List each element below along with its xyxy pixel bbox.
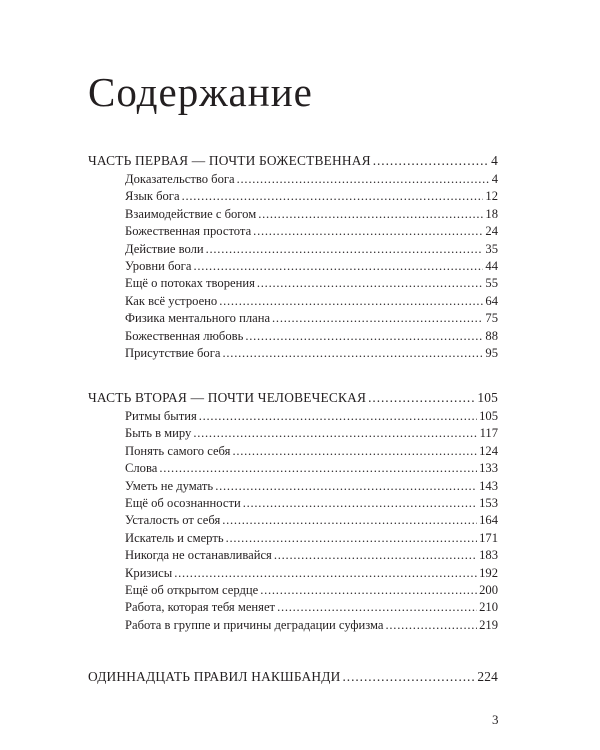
toc-entry-title: Ещё о потоках творения — [125, 276, 255, 291]
dot-leader — [373, 151, 489, 171]
toc-entry-page: 105 — [477, 390, 498, 405]
toc-entry-title: Искатель и смерть — [125, 530, 224, 545]
dot-leader — [257, 275, 484, 292]
toc-entry-title: Уровни бога — [125, 258, 192, 273]
toc-chapter-entry[interactable] — [88, 241, 498, 258]
page-number: 3 — [492, 712, 499, 727]
toc-entry-title: Слова — [125, 461, 158, 476]
toc-chapter-entry[interactable] — [88, 547, 498, 564]
toc-entry-title: Физика ментального плана — [125, 311, 271, 326]
dot-leader — [193, 425, 477, 442]
toc-entry-page: 124 — [479, 443, 498, 458]
toc-part-heading[interactable] — [88, 667, 498, 687]
dot-leader — [243, 495, 477, 512]
toc-entry-title: Доказательство бога — [125, 172, 235, 186]
toc-entry-page: 88 — [485, 328, 498, 343]
dot-leader — [274, 547, 477, 564]
toc-chapter-entry[interactable] — [88, 425, 498, 442]
toc-entry-title: Ещё об осознанности — [125, 495, 241, 510]
dot-leader — [342, 667, 475, 687]
toc-chapter-entry[interactable] — [88, 599, 498, 616]
toc-entry-title: Понять самого себя — [125, 443, 231, 458]
toc-entry-page: 117 — [479, 426, 498, 441]
toc-chapter-entry[interactable] — [88, 188, 498, 205]
toc-entry-page: 4 — [491, 172, 498, 186]
toc-entry-page: 171 — [479, 530, 498, 545]
toc-chapter-entry[interactable] — [88, 275, 498, 292]
toc-chapter-entry[interactable] — [88, 443, 498, 460]
toc-entry-page: 24 — [485, 224, 498, 239]
toc-chapter-entry[interactable] — [88, 293, 498, 310]
dot-leader — [245, 328, 483, 345]
toc-entry-page: 153 — [479, 495, 498, 510]
toc-chapter-entry[interactable] — [88, 258, 498, 275]
dot-leader — [174, 565, 477, 582]
dot-leader — [159, 460, 477, 477]
toc-chapter-entry[interactable] — [88, 328, 498, 345]
toc-entry-page: 35 — [485, 241, 498, 256]
toc-entry-title: Никогда не останавливайся — [125, 548, 272, 563]
dot-leader — [199, 408, 477, 425]
page-title: Содержание — [88, 69, 313, 115]
dot-leader — [260, 582, 477, 599]
dot-leader — [386, 617, 478, 634]
toc-entry-page: 4 — [491, 153, 498, 168]
toc-part-three — [88, 667, 498, 687]
toc-part-heading[interactable] — [88, 151, 498, 171]
dot-leader — [215, 478, 477, 495]
toc-entry-page: 183 — [479, 548, 498, 563]
toc-entry-title: Ритмы бытия — [125, 409, 197, 423]
toc-chapter-entry[interactable] — [88, 617, 498, 634]
dot-leader — [258, 206, 483, 223]
toc-chapter-entry[interactable] — [88, 206, 498, 223]
toc-entry-title: ОДИННАДЦАТЬ ПРАВИЛ НАКШБАНДИ — [88, 669, 341, 684]
toc-entry-page: 164 — [479, 513, 498, 528]
toc-entry-title: Божественная простота — [125, 224, 252, 239]
toc-entry-title: Божественная любовь — [125, 328, 244, 343]
toc-entry-title: Присутствие бога — [125, 345, 221, 360]
toc-entry-page: 143 — [479, 478, 498, 493]
dot-leader — [226, 530, 478, 547]
toc-chapter-entry[interactable] — [88, 530, 498, 547]
toc-entry-page: 18 — [485, 206, 498, 221]
toc-entry-page: 133 — [479, 461, 498, 476]
toc-chapter-entry[interactable] — [88, 408, 498, 425]
toc-chapter-entry[interactable] — [88, 310, 498, 327]
toc-chapter-entry[interactable] — [88, 460, 498, 477]
toc-entry-title: Как всё устроено — [125, 293, 218, 308]
toc-entry-title: Работа в группе и причины деградации суфизма — [125, 617, 384, 632]
toc-entry-title: Усталость от себя — [125, 513, 221, 528]
toc-entry-title: Язык бога — [125, 189, 180, 204]
dot-leader — [368, 388, 475, 408]
toc-chapter-entry[interactable] — [88, 478, 498, 495]
toc-entry-title: Действие воли — [125, 241, 204, 256]
toc-entry-title: Кризисы — [125, 565, 173, 580]
toc-entry-title: ЧАСТЬ ПЕРВАЯ — ПОЧТИ БОЖЕСТВЕННАЯ — [88, 153, 371, 168]
toc-chapter-entry[interactable] — [88, 512, 498, 529]
dot-leader — [272, 310, 483, 327]
dot-leader — [182, 188, 484, 205]
dot-leader — [219, 293, 483, 310]
toc-chapter-entry[interactable] — [88, 223, 498, 240]
toc-entry-page: 75 — [485, 311, 498, 326]
toc-entry-page: 44 — [485, 258, 498, 273]
toc-entry-title: Уметь не думать — [125, 478, 214, 493]
toc-entry-page: 219 — [479, 617, 498, 632]
toc-entry-title: Взаимодействие с богом — [125, 206, 257, 221]
toc-part-heading[interactable] — [88, 388, 498, 408]
toc-chapter-entry[interactable] — [88, 565, 498, 582]
toc-entry-page: 12 — [485, 189, 498, 204]
toc-entry-title: ЧАСТЬ ВТОРАЯ — ПОЧТИ ЧЕЛОВЕЧЕСКАЯ — [88, 390, 367, 405]
toc-part-one — [88, 151, 498, 362]
toc-chapter-entry[interactable] — [88, 345, 498, 362]
dot-leader — [232, 443, 477, 460]
toc-entry-title: Ещё об открытом сердце — [125, 582, 259, 597]
toc-entry-page: 224 — [477, 669, 498, 684]
dot-leader — [206, 241, 484, 258]
toc-entry-title: Работа, которая тебя меняет — [125, 600, 276, 615]
toc-entry-page: 95 — [485, 345, 498, 360]
toc-chapter-entry[interactable] — [88, 495, 498, 512]
dot-leader — [277, 599, 477, 616]
toc-entry-page: 64 — [485, 293, 498, 308]
toc-entry-page: 105 — [479, 409, 498, 423]
dot-leader — [237, 171, 490, 188]
toc-entry-title: Быть в миру — [125, 426, 192, 441]
dot-leader — [253, 223, 483, 240]
toc-entry-page: 55 — [485, 276, 498, 291]
toc-chapter-entry[interactable] — [88, 582, 498, 599]
toc-entry-page: 200 — [479, 582, 498, 597]
toc-part-two — [88, 388, 498, 634]
dot-leader — [223, 345, 484, 362]
dot-leader — [222, 512, 477, 529]
toc-entry-page: 210 — [479, 600, 498, 615]
toc-chapter-entry[interactable] — [88, 171, 498, 188]
toc-entry-page: 192 — [479, 565, 498, 580]
dot-leader — [193, 258, 483, 275]
